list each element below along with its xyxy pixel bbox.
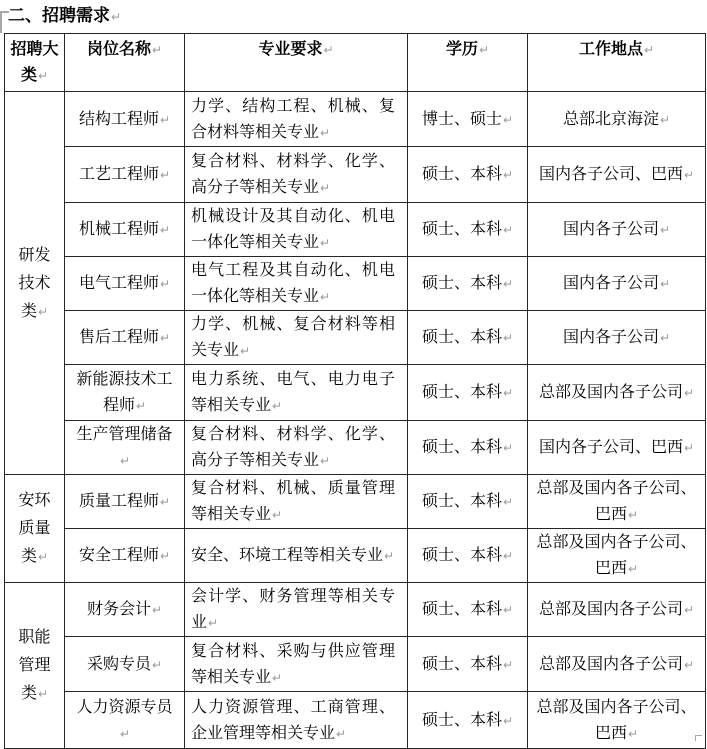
position-cell (65, 203, 185, 257)
table-row (5, 257, 706, 311)
degree-cell (408, 92, 528, 147)
position-cell (65, 421, 185, 475)
cell-text: 硕士、本科 (421, 491, 502, 510)
pilcrow-mark: ↵ (159, 331, 171, 345)
cell-text: 总部及国内各子公司、巴西 (536, 532, 697, 577)
table-row (5, 583, 706, 637)
pilcrow-mark: ↵ (336, 726, 347, 741)
cell-text: 博士、硕士 (421, 108, 502, 128)
position-cell (65, 475, 185, 529)
table-row (5, 147, 706, 203)
pilcrow-mark: ↵ (37, 69, 49, 83)
pilcrow-mark: ↵ (159, 168, 171, 182)
table-row (5, 692, 706, 749)
degree-cell (408, 365, 528, 421)
pilcrow-mark: ↵ (159, 495, 171, 509)
cell-text: 新能源技术工程师 (76, 369, 173, 414)
cell-text: 总部及国内各子公司 (538, 653, 683, 673)
degree-cell (408, 637, 528, 692)
cell-text: 硕士、本科 (421, 382, 502, 401)
pilcrow-mark: ↵ (683, 168, 695, 182)
cell-text: 安全工程师 (78, 545, 159, 564)
location-cell (528, 529, 706, 583)
pilcrow-mark: ↵ (502, 112, 514, 127)
column-header-degree (408, 34, 528, 92)
pilcrow-mark: ↵ (272, 508, 283, 522)
category-cell-functional (5, 583, 65, 749)
header-row (5, 34, 706, 92)
position-cell (65, 257, 185, 311)
pilcrow-mark: ↵ (272, 670, 283, 685)
pilcrow-mark: ↵ (683, 603, 695, 617)
pilcrow-mark: ↵ (627, 562, 639, 576)
cell-text: 国内各子公司、巴西 (538, 437, 683, 456)
cell-text: 安环质量类 (18, 490, 51, 565)
pilcrow-mark: ↵ (502, 441, 514, 455)
cell-text: 总部及国内各子公司 (538, 382, 683, 401)
text-boundary-mark-bottom-right (695, 735, 702, 741)
cell-text: 国内各子公司 (562, 327, 659, 346)
pilcrow-mark: ↵ (135, 399, 147, 413)
column-header-major (185, 34, 408, 92)
pilcrow-mark: ↵ (37, 550, 49, 564)
cell-text: 力学、机械、复合材料等相关专业 (191, 314, 395, 359)
location-cell (528, 257, 706, 311)
pilcrow-mark: ↵ (151, 43, 163, 57)
cell-text: 采购专员 (86, 653, 151, 673)
pilcrow-mark: ↵ (627, 726, 639, 741)
major-cell (185, 692, 408, 749)
cell-text: 机械工程师 (78, 219, 159, 238)
pilcrow-mark: ↵ (683, 386, 695, 400)
pilcrow-mark: ↵ (659, 277, 671, 291)
pilcrow-mark: ↵ (502, 223, 514, 237)
cell-text: 总部北京海淀 (562, 108, 659, 128)
pilcrow-mark: ↵ (659, 112, 671, 127)
pilcrow-mark: ↵ (643, 43, 655, 57)
pilcrow-mark: ↵ (323, 43, 334, 57)
pilcrow-mark: ↵ (502, 277, 514, 291)
cell-text: 财务会计 (86, 599, 151, 618)
cell-text: 安全、环境工程等相关专业 (191, 545, 384, 564)
pilcrow-mark: ↵ (627, 508, 639, 522)
pilcrow-mark: ↵ (320, 454, 331, 468)
degree-cell (408, 147, 528, 203)
cell-text: 硕士、本科 (421, 437, 502, 456)
pilcrow-mark: ↵ (151, 657, 163, 672)
pilcrow-mark: ↵ (502, 549, 514, 563)
table-row (5, 92, 706, 147)
cell-text: 总部及国内各子公司、巴西 (536, 478, 697, 523)
cell-text: 职能管理类 (18, 627, 51, 702)
location-cell (528, 421, 706, 475)
location-cell (528, 311, 706, 365)
pilcrow-mark: ↵ (320, 125, 331, 140)
column-header-position (65, 34, 185, 92)
table-row (5, 203, 706, 257)
section-title (8, 5, 121, 28)
pilcrow-mark: ↵ (272, 399, 283, 413)
cell-text: 研发技术类 (18, 244, 51, 320)
pilcrow-mark: ↵ (320, 181, 331, 195)
cell-text: 人力资源专员 (76, 696, 173, 716)
location-cell (528, 692, 706, 749)
header-text: 专业要求 (258, 39, 323, 58)
cell-text: 总部及国内各子公司 (538, 599, 683, 618)
pilcrow-mark: ↵ (111, 10, 122, 24)
pilcrow-mark: ↵ (502, 495, 514, 509)
major-cell (185, 475, 408, 529)
cell-text: 复合材料、采购与供应管理等相关专业 (191, 640, 395, 686)
table-row (5, 365, 706, 421)
degree-cell (408, 203, 528, 257)
cell-text: 硕士、本科 (421, 273, 502, 292)
cell-text: 硕士、本科 (421, 709, 502, 729)
category-cell-safety-quality (5, 475, 65, 583)
pilcrow-mark: ↵ (119, 454, 131, 468)
position-cell (65, 311, 185, 365)
location-cell (528, 203, 706, 257)
major-cell (185, 147, 408, 203)
table-row (5, 637, 706, 692)
pilcrow-mark: ↵ (37, 687, 49, 701)
pilcrow-mark: ↵ (320, 236, 331, 250)
cell-text: 硕士、本科 (421, 599, 502, 618)
pilcrow-mark: ↵ (159, 112, 171, 127)
position-cell (65, 147, 185, 203)
location-cell (528, 583, 706, 637)
major-cell (185, 365, 408, 421)
header-text: 岗位名称 (86, 39, 151, 58)
position-cell (65, 583, 185, 637)
table-row (5, 311, 706, 365)
cell-text: 质量工程师 (78, 491, 159, 510)
pilcrow-mark: ↵ (208, 616, 219, 630)
pilcrow-mark: ↵ (384, 549, 395, 563)
position-cell (65, 637, 185, 692)
major-cell (185, 529, 408, 583)
cell-text: 生产管理储备 (76, 424, 173, 443)
cell-text: 硕士、本科 (421, 327, 502, 346)
header-text: 工作地点 (578, 39, 643, 58)
cell-text: 国内各子公司、巴西 (538, 164, 683, 183)
pilcrow-mark: ↵ (159, 549, 171, 563)
location-cell (528, 637, 706, 692)
major-cell (185, 203, 408, 257)
cell-text: 工艺工程师 (78, 164, 159, 183)
cell-text: 会计学、财务管理等相关专业 (191, 586, 395, 631)
degree-cell (408, 257, 528, 311)
cell-text: 复合材料、机械、质量管理等相关专业 (191, 478, 395, 523)
location-cell (528, 92, 706, 147)
degree-cell (408, 583, 528, 637)
pilcrow-mark: ↵ (159, 277, 171, 291)
table-row (5, 529, 706, 583)
degree-cell (408, 311, 528, 365)
pilcrow-mark: ↵ (502, 168, 514, 182)
pilcrow-mark: ↵ (659, 331, 671, 345)
major-cell (185, 421, 408, 475)
pilcrow-mark: ↵ (240, 344, 251, 358)
degree-cell (408, 529, 528, 583)
cell-text: 结构工程师 (78, 108, 159, 128)
pilcrow-mark: ↵ (159, 223, 171, 237)
pilcrow-mark: ↵ (119, 726, 131, 741)
major-cell (185, 583, 408, 637)
degree-cell (408, 475, 528, 529)
position-cell (65, 529, 185, 583)
pilcrow-mark: ↵ (683, 657, 695, 672)
cell-text: 总部及国内各子公司、巴西 (536, 696, 697, 742)
major-cell (185, 257, 408, 311)
header-text: 学历 (445, 39, 478, 58)
header-text: 招聘大类 (10, 39, 59, 84)
section-title-text: 二、招聘需求 (8, 6, 110, 26)
degree-cell (408, 421, 528, 475)
cell-text: 国内各子公司 (562, 273, 659, 292)
position-cell (65, 365, 185, 421)
pilcrow-mark: ↵ (320, 290, 331, 304)
category-cell-rd (5, 92, 65, 475)
location-cell (528, 475, 706, 529)
table-row (5, 421, 706, 475)
major-cell (185, 637, 408, 692)
location-cell (528, 147, 706, 203)
pilcrow-mark: ↵ (37, 304, 49, 319)
position-cell (65, 92, 185, 147)
cell-text: 人力资源管理、工商管理、企业管理等相关专业 (191, 696, 395, 742)
pilcrow-mark: ↵ (478, 43, 490, 57)
cell-text: 复合材料、材料学、化学、高分子等相关专业 (191, 151, 395, 196)
recruitment-table (4, 33, 706, 749)
cell-text: 机械设计及其自动化、机电一体化等相关专业 (191, 206, 395, 251)
cell-text: 复合材料、材料学、化学、高分子等相关专业 (191, 424, 395, 469)
column-header-category (5, 34, 65, 92)
table-row (5, 475, 706, 529)
pilcrow-mark: ↵ (659, 223, 671, 237)
column-header-location (528, 34, 706, 92)
pilcrow-mark: ↵ (502, 713, 514, 728)
cell-text: 力学、结构工程、机械、复合材料等相关专业 (191, 95, 395, 141)
cell-text: 电力系统、电气、电力电子等相关专业 (191, 369, 395, 414)
cell-text: 硕士、本科 (421, 545, 502, 564)
major-cell (185, 311, 408, 365)
position-cell (65, 692, 185, 749)
cell-text: 售后工程师 (78, 327, 159, 346)
cell-text: 电气工程师 (78, 273, 159, 292)
pilcrow-mark: ↵ (502, 331, 514, 345)
cell-text: 国内各子公司 (562, 219, 659, 238)
location-cell (528, 365, 706, 421)
pilcrow-mark: ↵ (151, 603, 163, 617)
pilcrow-mark: ↵ (683, 441, 695, 455)
pilcrow-mark: ↵ (502, 603, 514, 617)
cell-text: 硕士、本科 (421, 653, 502, 673)
cell-text: 硕士、本科 (421, 219, 502, 238)
major-cell (185, 92, 408, 147)
pilcrow-mark: ↵ (502, 386, 514, 400)
degree-cell (408, 692, 528, 749)
cell-text: 硕士、本科 (421, 164, 502, 183)
cell-text: 电气工程及其自动化、机电一体化等相关专业 (191, 260, 395, 305)
pilcrow-mark: ↵ (502, 657, 514, 672)
